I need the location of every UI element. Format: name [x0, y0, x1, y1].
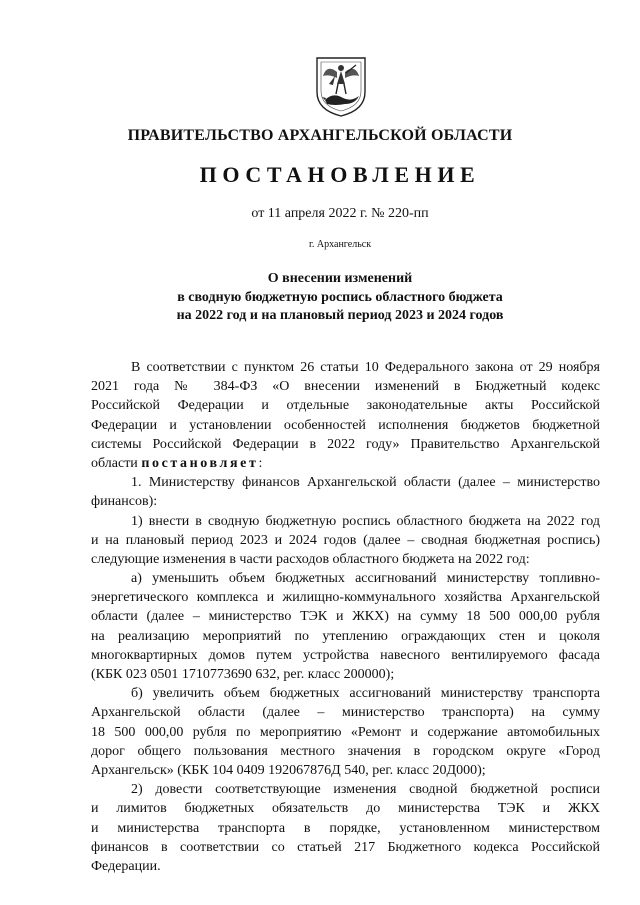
government-name: ПРАВИТЕЛЬСТВО АРХАНГЕЛЬСКОЙ ОБЛАСТИ [127, 127, 513, 144]
text-line: Российской Федерации и отдельные законодательные акты Российской [91, 398, 600, 414]
document-title [0, 270, 640, 326]
text-line: (КБК 023 0501 1710773690 632, рег. класс 200000); [91, 667, 395, 682]
text-line: и на плановый период 2023 и 2024 годов (далее – сводная бюджетная роспись) [91, 532, 600, 548]
resolution-keyword: постановляет [141, 455, 259, 471]
text-line: многоквартирных домов путем устройства навесного вентилируемого фасада [91, 647, 600, 663]
text-line: и лимитов бюджетных обязательств до министерства ТЭК и ЖКХ [91, 801, 600, 817]
text-line: и министерства транспорта в порядке, установленном министерством [91, 820, 600, 836]
title-line: в сводную бюджетную роспись областного бюджета [177, 289, 503, 305]
text-line: дорог общего пользования местного значения в городском округе «Город [91, 743, 600, 759]
text-line: 18 500 000,00 рубля по мероприятию «Ремонт и содержание автомобильных [91, 724, 600, 740]
document-type: ПОСТАНОВЛЕНИЕ [199, 162, 481, 187]
text-line: Архангельск» (КБК 104 0409 192067876Д 540, рег. класс 20Д000); [91, 762, 486, 778]
text-line: на реализацию мероприятий по утеплению ограждающих стен и цоколя [91, 628, 600, 644]
text-line: Федерации. [91, 858, 161, 874]
text-fragment: : [258, 455, 263, 471]
text-line: финансов): [91, 494, 158, 510]
text-line: 1. Министерству финансов Архангельской области (далее – министерство [131, 475, 600, 491]
text-line: Архангельской области (далее – министерство транспорта) на сумму [91, 705, 600, 721]
text-line: финансов в соответствии со статьей 217 Бюджетного кодекса Российской [91, 839, 600, 855]
text-line [91, 454, 600, 473]
text-line: Федерации и установлении особенностей исполнения бюджетов бюджетной [91, 417, 600, 433]
text-line: 2) довести соответствующие изменения сводной бюджетной росписи [131, 782, 600, 798]
text-line: следующие изменения в части расходов областного бюджета на 2022 год: [91, 551, 530, 567]
text-line: а) уменьшить объем бюджетных ассигнований министерству топливно- [131, 571, 600, 587]
document-body [91, 358, 600, 876]
text-line: системы Российской Федерации в 2022 году» Правительство Архангельской [91, 436, 600, 452]
text-line: б) увеличить объем бюджетных ассигнований министерству транспорта [131, 686, 600, 702]
text-line: В соответствии с пунктом 26 статьи 10 Федерального закона от 29 ноября [131, 360, 600, 375]
text-line: 2021 года № 384-ФЗ «О внесении изменений в Бюджетный кодекс [91, 379, 600, 395]
city: г. Архангельск [308, 239, 372, 250]
text-fragment: области [91, 455, 142, 471]
coat-of-arms-icon [313, 54, 369, 118]
title-line: на 2022 год и на плановый период 2023 и 2024 годов [176, 308, 504, 323]
text-line: энергетического комплекса и жилищно-коммунального хозяйства Архангельской [91, 590, 600, 606]
title-line: О внесении изменений [267, 271, 413, 286]
date-and-number: от 11 апреля 2022 г. № 220-пп [251, 206, 429, 221]
text-line: области (далее – министерство ТЭК и ЖКХ) на сумму 18 500 000,00 рубля [91, 609, 600, 625]
text-line: 1) внести в сводную бюджетную роспись областного бюджета на 2022 год [131, 513, 600, 529]
